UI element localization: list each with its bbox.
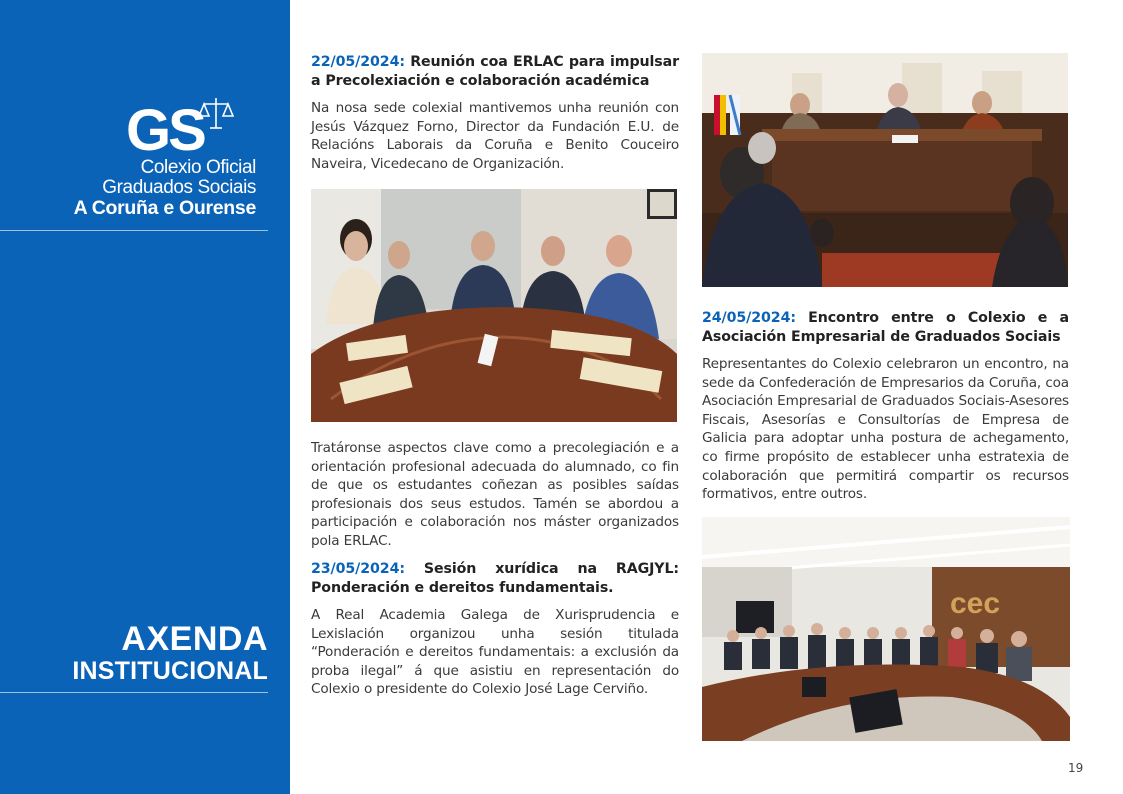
page-number: 19 [1068,761,1084,775]
article-title: Reunión coa ERLAC para impulsar a Precolexiación e colaboración académica [311,54,679,89]
article-headline [311,560,679,598]
logo-text-line-1: Colexio Oficial [140,157,256,178]
section-title-axenda: AXENDA [121,620,268,658]
article-headline [702,309,1069,347]
article-erlac-meeting [311,53,679,173]
article-title: Sesión xurídica na RAGJYL: Ponderación e dereitos fundamentais. [311,561,679,596]
scales-of-justice-icon [199,98,233,128]
article-headline [311,53,679,91]
logo-text-line-3: A Coruña e Ourense [73,197,256,219]
article-body: Representantes do Colexio celebraron un encontro, na sede da Confederación de Empresarios da Coruña, coa Asociación Empresarial de Graduados Sociais-Asesores Fiscais, Asesorías e Consultorías de Empresa de Galicia para adoptar unha postura de achegamento, co firme propósito de establecer unha estratexia de colaboración que permitirá compartir os recursos formativos, entre outros. [702,356,1069,503]
article-intro: Na nosa sede colexial mantivemos unha reunión con Jesús Vázquez Forno, Director da Fundación E.U. de Relacións Laborais da Coruña e Benito Couceiro Naveira, Vicedecano de Organización. [311,100,679,172]
article-body: Tratáronse aspectos clave como a precolegiación e a orientación profesional adecuada do alumnado, co fin de que os estudantes coñezan as posibles saídas profesionais dos seus estudos. Tamén se abordou a participación e colaboración nos máster organizados pola ERLAC. [311,440,679,549]
article-body: A Real Academia Galega de Xurisprudencia e Lexislación organizou unha sesión titulada “Ponderación e dereitos fundamentais: a exclusión da proba ilegal” á que asistiu en representación do Colexio o presidente do Colexio José Lage Cerviño. [311,607,679,698]
article-ragjyl-session [311,560,679,699]
photo-ragjyl-session [702,53,1068,287]
svg-text:GS: GS [126,98,204,156]
article-erlac-body [311,439,679,551]
article-date: 23/05/2024: [311,561,405,577]
article-title: Encontro entre o Colexio e a Asociación Empresarial de Graduados Sociais [702,310,1069,345]
gs-logo-mark [124,96,234,156]
article-aegs-meeting [702,309,1069,504]
sidebar [0,0,290,794]
article-date: 22/05/2024: [311,54,405,70]
sidebar-divider-bottom [0,692,268,693]
sidebar-divider-top [0,230,268,231]
photo-erlac-meeting [311,189,677,422]
photo-aegs-meeting [702,517,1070,741]
logo-text-line-2: Graduados Sociais [102,177,256,198]
sign-lettering: cec [950,587,1001,620]
section-title-institucional: INSTITUCIONAL [72,657,268,685]
article-date: 24/05/2024: [702,310,796,326]
